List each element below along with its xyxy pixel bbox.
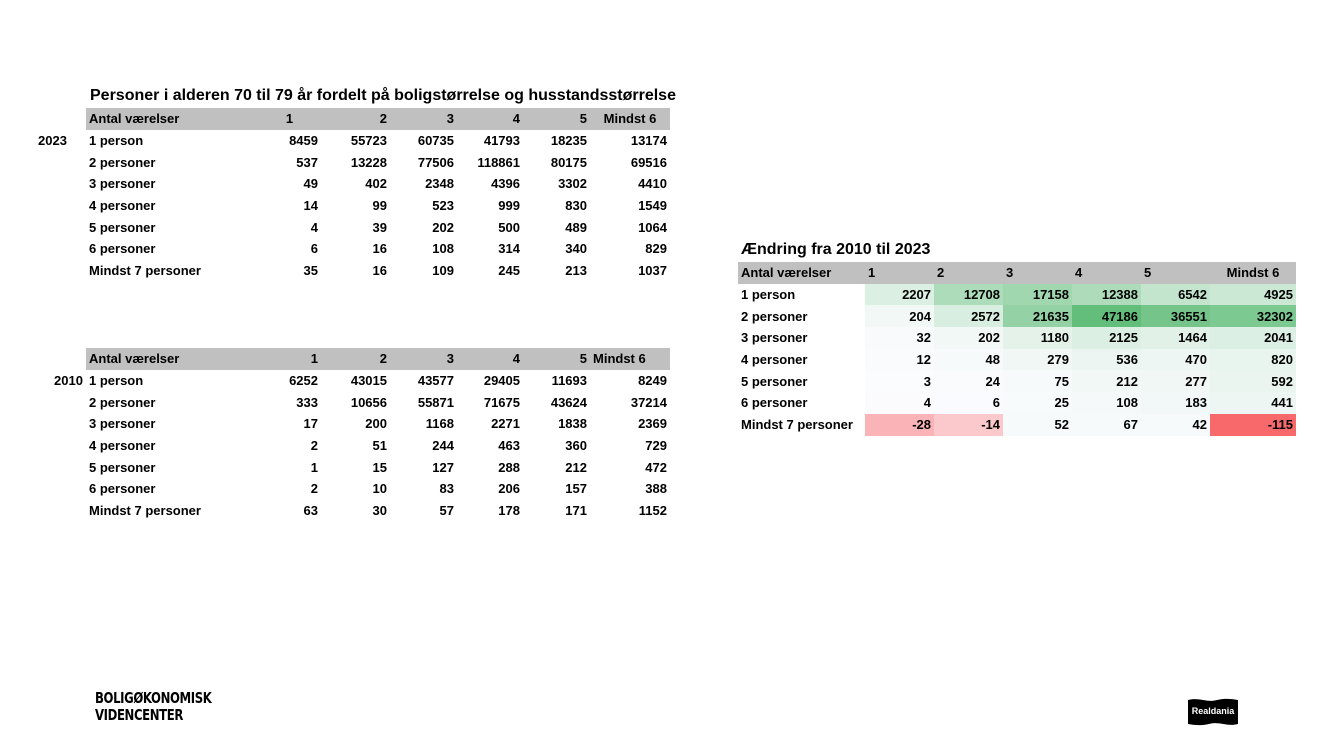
table-cell: 67 [1072, 414, 1141, 436]
table-cell: 1180 [1003, 327, 1072, 349]
table-cell: 48 [934, 349, 1003, 371]
header-col-3: 3 [390, 108, 457, 130]
table-cell: -14 [934, 414, 1003, 436]
table-cell: 12388 [1072, 284, 1141, 306]
table-row [738, 414, 1296, 436]
table-cell: 244 [432, 438, 454, 454]
table-row [738, 327, 1296, 349]
header-col-3: 3 [1003, 262, 1072, 284]
table-cell: 202 [432, 219, 454, 235]
main-title: Personer i alderen 70 til 79 år fordelt på boligstørrelse og husstandsstørrelse [90, 87, 676, 104]
row-label: 4 personer [741, 352, 808, 368]
change-title: Ændring fra 2010 til 2023 [741, 241, 931, 258]
header-col-3: 3 [390, 348, 457, 370]
table-cell: 36551 [1141, 305, 1210, 327]
table-cell: 820 [1210, 349, 1296, 371]
table-cell: 55723 [350, 133, 387, 149]
header-col-5: 5 [1141, 262, 1210, 284]
table-cell: 314 [498, 241, 520, 257]
table-row [86, 413, 670, 435]
header-col-6: Mindst 6 [590, 108, 670, 130]
row-label: 5 personer [89, 219, 156, 235]
header-rooms-label: Antal værelser [738, 262, 865, 284]
table-row [86, 260, 670, 282]
table-cell: 17158 [1003, 284, 1072, 306]
table-cell: 171 [565, 503, 587, 519]
table-cell: 15 [372, 459, 387, 475]
table-cell: 1464 [1141, 327, 1210, 349]
row-label: 1 person [89, 373, 144, 389]
table-cell: 118861 [477, 154, 520, 170]
row-label: 5 personer [741, 373, 808, 389]
header-col-1: 1 [258, 348, 321, 370]
table-cell: 4925 [1210, 284, 1296, 306]
row-label: 4 personer [89, 438, 156, 454]
table-cell: 80175 [550, 154, 587, 170]
table-cell: 999 [498, 198, 520, 214]
table-cell: 536 [1072, 349, 1141, 371]
table-change-header-row [738, 262, 1296, 284]
row-label: 5 personer [89, 459, 156, 475]
table-row [86, 195, 670, 217]
table-cell: 10656 [350, 394, 387, 410]
header-col-6: Mindst 6 [590, 348, 670, 370]
table-row [738, 305, 1296, 327]
table-cell: 3 [865, 370, 934, 392]
table-cell: 592 [1210, 370, 1296, 392]
row-label: 3 personer [741, 330, 808, 346]
table-cell: 212 [1072, 370, 1141, 392]
table-row [86, 130, 670, 152]
table-cell: 212 [565, 459, 587, 475]
table-row [86, 435, 670, 457]
logo-line-2: VIDENCENTER [95, 706, 183, 724]
table-cell: 729 [645, 438, 667, 454]
row-label: Mindst 7 personer [89, 263, 201, 279]
table-cell: 52 [1003, 414, 1072, 436]
table-cell: 2041 [1210, 327, 1296, 349]
table-cell: 32302 [1210, 305, 1296, 327]
table-cell: -28 [865, 414, 934, 436]
table-cell: 43624 [550, 394, 587, 410]
table-cell: 109 [432, 263, 454, 279]
table-cell: 51 [372, 438, 387, 454]
table-row [86, 478, 670, 500]
row-label: 6 personer [89, 481, 156, 497]
header-col-2: 2 [321, 108, 390, 130]
table-cell: 2369 [638, 416, 667, 432]
table-cell: 37214 [630, 394, 667, 410]
row-label: 2 personer [89, 394, 156, 410]
table-cell: 157 [565, 481, 587, 497]
table-row [738, 370, 1296, 392]
table-cell: 340 [565, 241, 587, 257]
table-cell: 17 [303, 416, 318, 432]
header-col-4: 4 [457, 108, 523, 130]
table-row [738, 284, 1296, 306]
header-col-1: 1 [258, 108, 321, 130]
table-cell: 500 [498, 219, 520, 235]
table-cell: 213 [565, 263, 587, 279]
table-cell: 6 [934, 392, 1003, 414]
table-cell: 1549 [638, 198, 667, 214]
table-cell: 537 [296, 154, 318, 170]
table-cell: 360 [565, 438, 587, 454]
table-2023-header-row [86, 108, 670, 130]
table-cell: 42 [1141, 414, 1210, 436]
header-col-5: 5 [523, 108, 590, 130]
table-cell: 277 [1141, 370, 1210, 392]
table-cell: 8459 [289, 133, 318, 149]
table-cell: 333 [296, 394, 318, 410]
realdania-logo-text: Realdania [1191, 706, 1235, 716]
table-2023 [86, 108, 670, 282]
table-cell: 69516 [630, 154, 667, 170]
table-cell: 6 [310, 241, 318, 257]
header-col-4: 4 [457, 348, 523, 370]
table-cell: 204 [865, 305, 934, 327]
row-label: 4 personer [89, 198, 156, 214]
table-cell: 32 [865, 327, 934, 349]
row-label: 1 person [741, 287, 796, 303]
table-cell: 6252 [289, 373, 318, 389]
table-cell: 18235 [550, 133, 587, 149]
table-cell: 472 [645, 459, 667, 475]
row-label: 2 personer [89, 154, 156, 170]
table-row [86, 151, 670, 173]
table-cell: 2271 [491, 416, 520, 432]
header-col-4: 4 [1072, 262, 1141, 284]
table-cell: 16 [372, 263, 387, 279]
table-row [86, 456, 670, 478]
table-cell: 288 [498, 459, 520, 475]
table-cell: 47186 [1072, 305, 1141, 327]
table-cell: 4410 [638, 176, 667, 192]
logo-line-1: BOLIGØKONOMISK [95, 689, 212, 707]
table-cell: 16 [372, 241, 387, 257]
table-cell: 108 [432, 241, 454, 257]
row-label: 6 personer [741, 395, 808, 411]
table-cell: 402 [365, 176, 387, 192]
table-row [86, 500, 670, 522]
table-cell: 1064 [638, 219, 667, 235]
table-cell: 1 [310, 459, 318, 475]
table-cell: 388 [645, 481, 667, 497]
table-cell: 39 [372, 219, 387, 235]
year-label-2010: 2010 [54, 373, 83, 388]
table-cell: -115 [1210, 414, 1296, 436]
table-cell: 10 [372, 481, 387, 497]
row-label: Mindst 7 personer [741, 417, 853, 433]
table-cell: 2125 [1072, 327, 1141, 349]
header-col-2: 2 [934, 262, 1003, 284]
row-label: 2 personer [741, 308, 808, 324]
table-cell: 13174 [630, 133, 667, 149]
table-change [738, 262, 1296, 436]
table-cell: 77506 [417, 154, 454, 170]
table-cell: 279 [1003, 349, 1072, 371]
table-cell: 43015 [350, 373, 387, 389]
table-cell: 41793 [483, 133, 520, 149]
table-cell: 35 [303, 263, 318, 279]
table-cell: 830 [565, 198, 587, 214]
table-2010 [86, 348, 670, 522]
table-row [738, 392, 1296, 414]
table-cell: 1838 [558, 416, 587, 432]
boligokonomisk-videncenter-logo [95, 690, 211, 724]
table-cell: 75 [1003, 370, 1072, 392]
table-cell: 127 [432, 459, 454, 475]
row-label: 3 personer [89, 176, 156, 192]
table-cell: 83 [439, 481, 454, 497]
header-col-5: 5 [523, 348, 590, 370]
table-cell: 99 [372, 198, 387, 214]
table-cell: 245 [498, 263, 520, 279]
table-cell: 8249 [638, 373, 667, 389]
table-cell: 2207 [865, 284, 934, 306]
row-label: Mindst 7 personer [89, 503, 201, 519]
table-cell: 12708 [934, 284, 1003, 306]
header-col-1: 1 [865, 262, 934, 284]
table-cell: 24 [934, 370, 1003, 392]
table-row [86, 391, 670, 413]
realdania-logo [1187, 697, 1239, 727]
table-cell: 441 [1210, 392, 1296, 414]
table-cell: 57 [439, 503, 454, 519]
table-2010-header-row [86, 348, 670, 370]
table-cell: 4 [310, 219, 318, 235]
table-row [86, 173, 670, 195]
table-cell: 30 [372, 503, 387, 519]
table-cell: 108 [1072, 392, 1141, 414]
table-cell: 11693 [551, 373, 587, 389]
table-cell: 12 [865, 349, 934, 371]
table-cell: 206 [498, 481, 520, 497]
table-cell: 2572 [934, 305, 1003, 327]
table-cell: 470 [1141, 349, 1210, 371]
table-cell: 4 [865, 392, 934, 414]
table-row [86, 216, 670, 238]
table-cell: 14 [303, 198, 318, 214]
table-cell: 21635 [1003, 305, 1072, 327]
table-cell: 2 [310, 481, 318, 497]
table-cell: 178 [498, 503, 520, 519]
table-cell: 463 [498, 438, 520, 454]
table-cell: 1152 [638, 503, 667, 519]
table-cell: 63 [303, 503, 318, 519]
table-cell: 489 [565, 219, 587, 235]
table-cell: 60735 [417, 133, 454, 149]
table-cell: 183 [1141, 392, 1210, 414]
table-cell: 4396 [491, 176, 520, 192]
row-label: 3 personer [89, 416, 156, 432]
header-col-2: 2 [321, 348, 390, 370]
table-cell: 200 [365, 416, 387, 432]
table-cell: 829 [645, 241, 667, 257]
table-cell: 3302 [558, 176, 587, 192]
table-row [738, 349, 1296, 371]
table-row [86, 370, 670, 392]
table-cell: 2348 [425, 176, 454, 192]
header-rooms-label: Antal værelser [86, 348, 258, 370]
header-rooms-label: Antal værelser [86, 108, 258, 130]
row-label: 1 person [89, 133, 144, 149]
table-cell: 71675 [483, 394, 520, 410]
table-cell: 43577 [417, 373, 454, 389]
table-cell: 2 [310, 438, 318, 454]
table-cell: 1168 [425, 416, 454, 432]
table-cell: 202 [934, 327, 1003, 349]
table-cell: 55871 [417, 394, 454, 410]
table-row [86, 238, 670, 260]
table-cell: 6542 [1141, 284, 1210, 306]
header-col-6: Mindst 6 [1210, 262, 1296, 284]
table-cell: 13228 [350, 154, 387, 170]
table-cell: 523 [432, 198, 454, 214]
table-cell: 49 [303, 176, 318, 192]
table-cell: 25 [1003, 392, 1072, 414]
row-label: 6 personer [89, 241, 156, 257]
table-cell: 29405 [483, 373, 520, 389]
table-cell: 1037 [638, 263, 667, 279]
year-label-2023: 2023 [38, 133, 67, 148]
